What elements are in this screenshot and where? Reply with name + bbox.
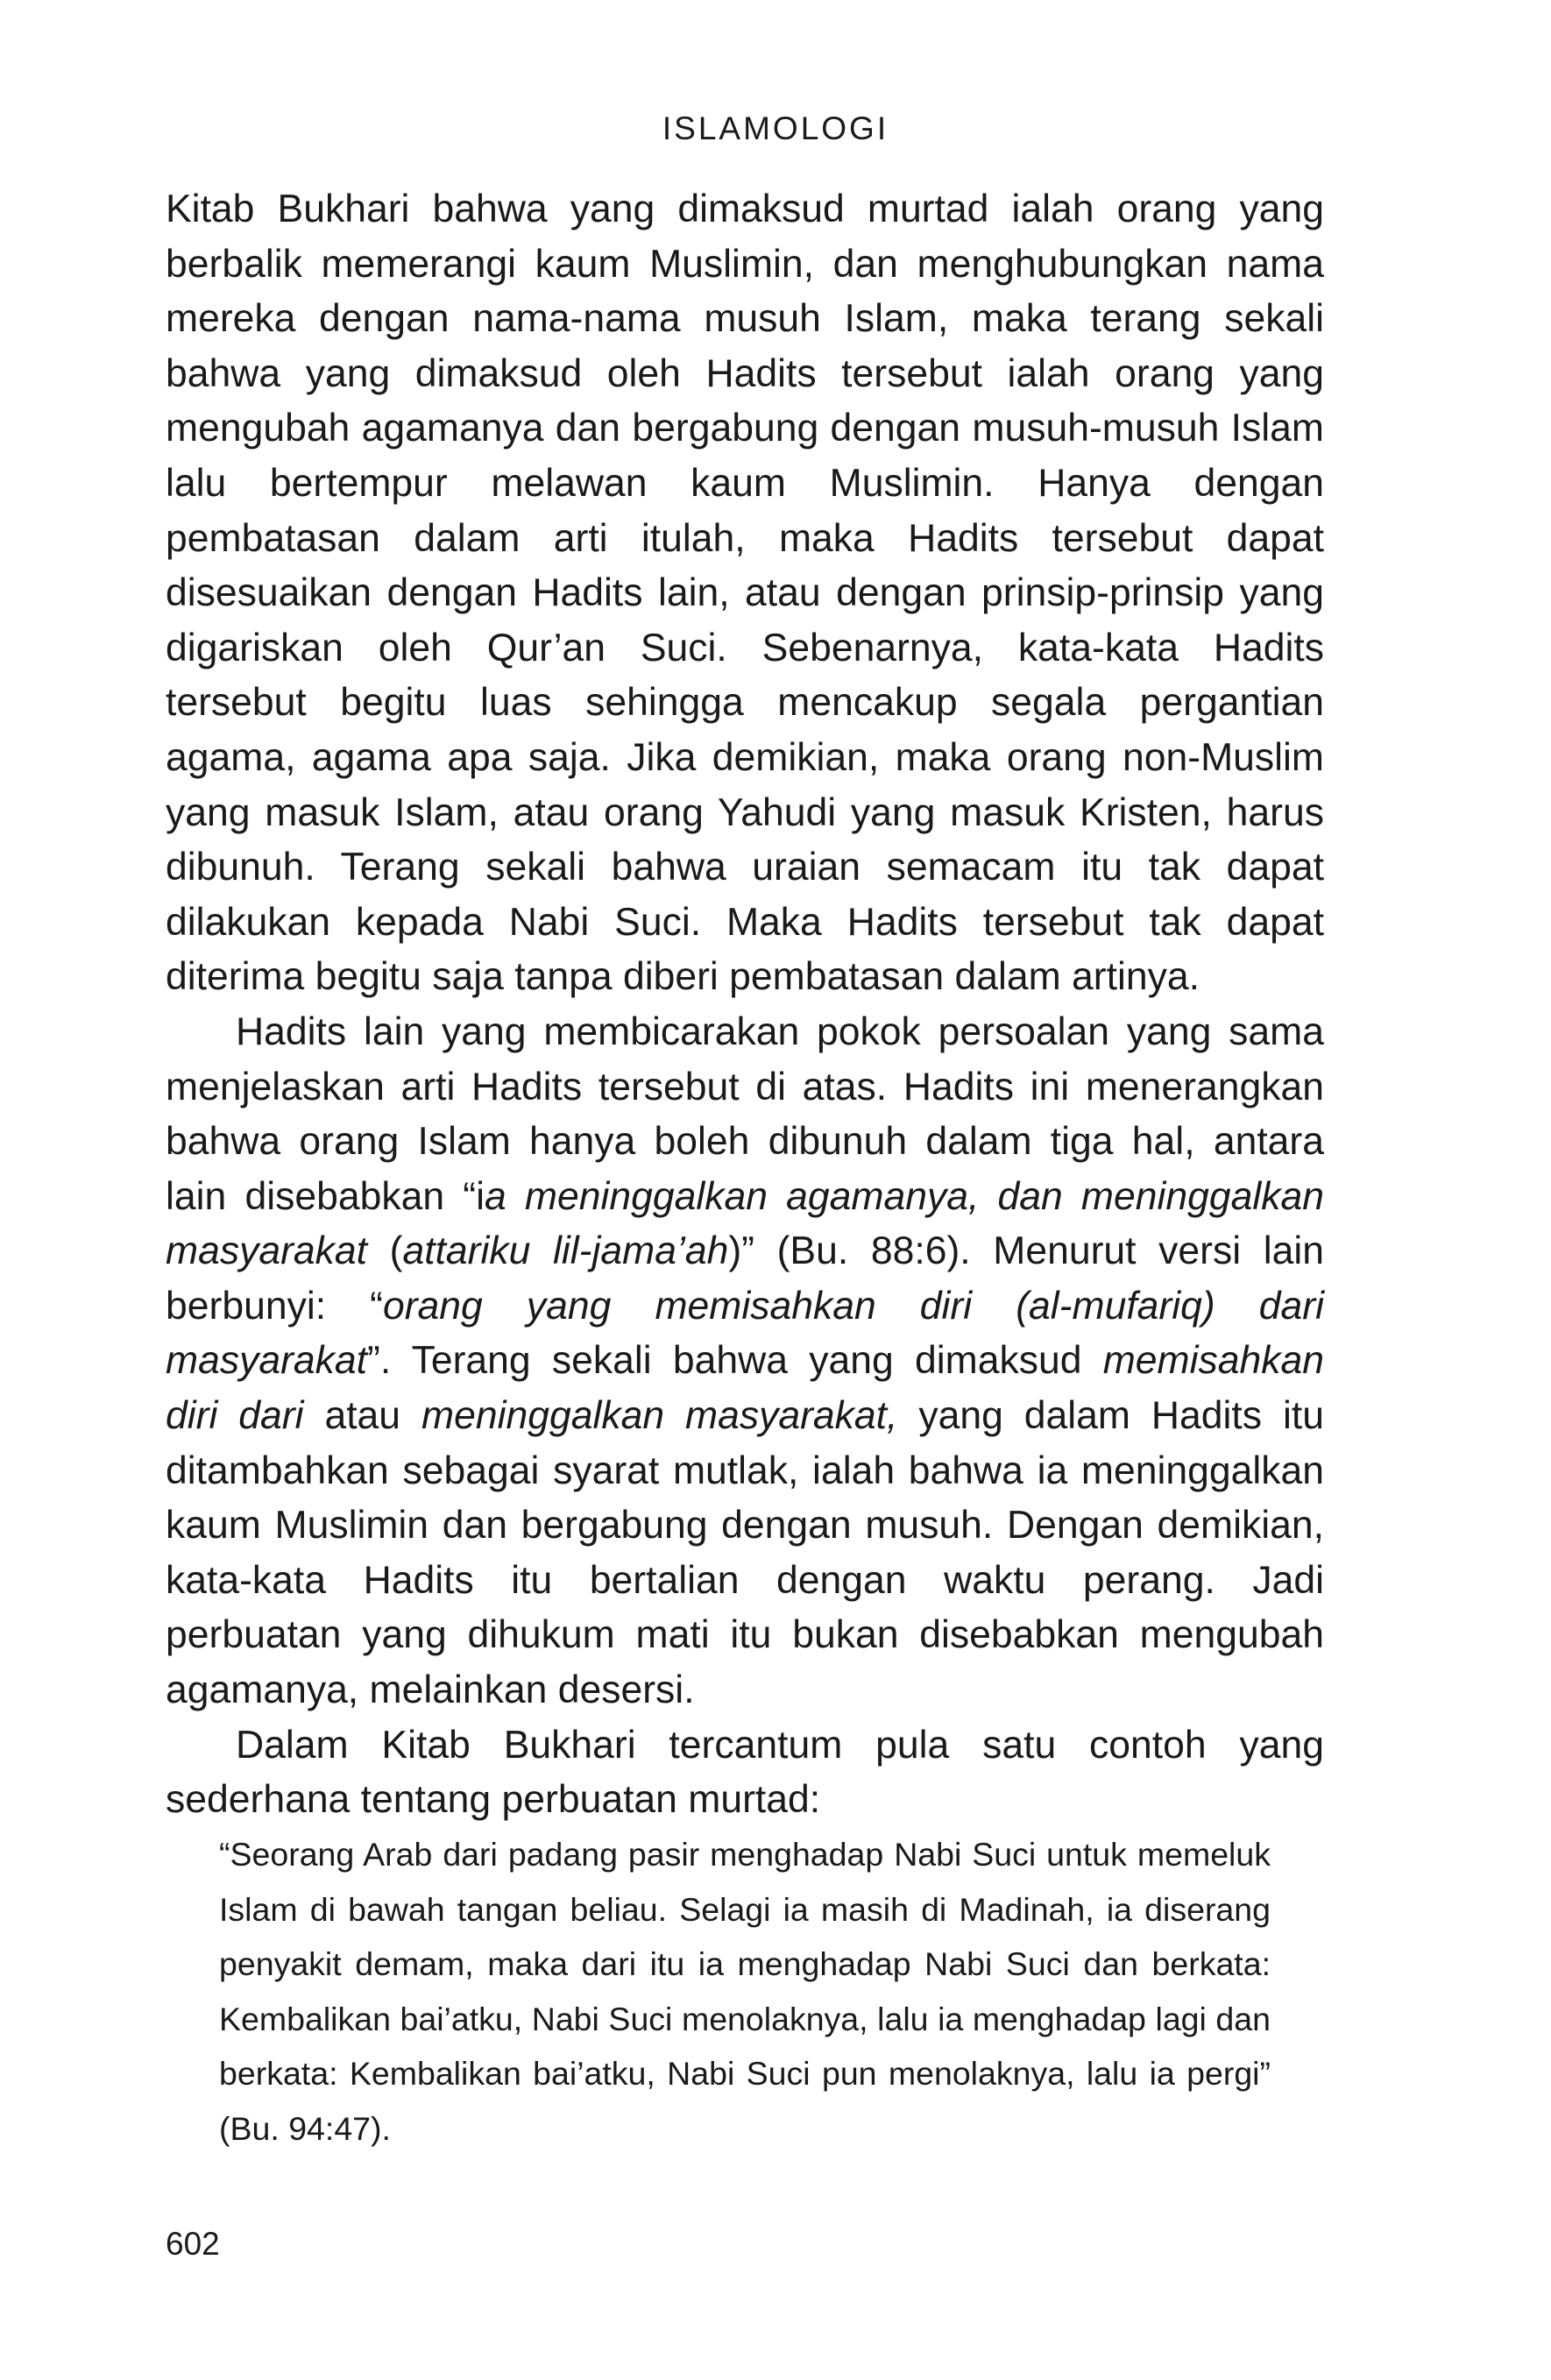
paragraph-2 [166, 1005, 1324, 1718]
paragraph-3: Dalam Kitab Bukhari tercantum pula satu contoh yang sederhana tentang perbuatan murtad: [166, 1723, 1324, 1822]
p2-text-1: Hadits lain yang membicarakan pokok persoalan yang sama menjelaskan arti Hadits tersebut di atas. Hadits ini menerangkan bahwa orang Islam hanya boleh dibunuh dalam tiga hal, antara lain disebabkan “i [166, 1009, 1324, 1218]
p2-text-3: )” (Bu. 88:6). Menurut versi lain berbunyi: “ [166, 1229, 1324, 1328]
p2-text-6: yang dalam Hadits itu ditambahkan sebagai syarat mutlak, ialah bahwa ia meninggalkan kaum Muslimin dan bergabung dengan musuh. Dengan demikian, kata-kata Hadits itu bertalian dengan waktu perang. Jadi perbuatan yang dihukum mati itu bukan disebabkan mengubah agamanya, melainkan desersi. [166, 1394, 1324, 1712]
body-text [166, 182, 1324, 1828]
p2-italic-term-1: memisahkan diri dari [166, 1339, 1324, 1438]
p2-text-4: ”. Terang sekali bahwa yang dimaksud [367, 1339, 1103, 1383]
p2-text-2: ( [367, 1229, 403, 1273]
p2-italic-arabic: attariku lil-jama’ah [402, 1229, 729, 1273]
paragraph-1: Kitab Bukhari bahwa yang dimaksud murtad ialah orang yang berbalik memerangi kaum Muslimin, dan menghubungkan nama mereka dengan nama-nama musuh Islam, maka terang sekali bahwa yang dimaksud oleh Hadits tersebut ialah orang yang mengubah agamanya dan bergabung dengan musuh-musuh Islam lalu bertempur melawan kaum Muslimin. Hanya dengan pembatasan dalam arti itulah, maka Hadits tersebut dapat disesuaikan dengan Hadits lain, atau dengan prinsip-prinsip yang digariskan oleh Qur’an Suci. Sebenarnya, kata-kata Hadits tersebut begitu luas sehingga mencakup segala pergantian agama, agama apa saja. Jika demikian, maka orang non-Muslim yang masuk Islam, atau orang Yahudi yang masuk Kristen, harus dibunuh. Terang sekali bahwa uraian semacam itu tak dapat dilakukan kepada Nabi Suci. Maka Hadits tersebut tak dapat diterima begitu saja tanpa diberi pembatasan dalam artinya. [166, 188, 1324, 999]
block-quote-text: “Seorang Arab dari padang pasir menghadap Nabi Suci untuk memeluk Islam di bawah tangan beliau. Selagi ia masih di Madinah, ia diserang penyakit demam, maka dari itu ia menghadap Nabi Suci dan berkata: Kembalikan bai’atku, Nabi Suci menolaknya, lalu ia menghadap lagi dan berkata: Kembalikan bai’atku, Nabi Suci pun menolaknya, lalu ia pergi” (Bu. 94:47). [219, 1836, 1271, 2147]
p2-text-5: atau [303, 1394, 421, 1438]
page-number: 602 [166, 2226, 220, 2262]
p2-italic-quote: a meninggalkan agamanya, dan meninggalkan masyarakat [166, 1174, 1324, 1273]
block-quote [219, 1827, 1271, 2156]
running-header: ISLAMOLOGI [662, 110, 889, 146]
p2-italic-term-2: meninggalkan masyarakat, [421, 1394, 898, 1438]
p2-italic-version: orang yang memisahkan diri (al-mufariq) dari masyarakat [166, 1284, 1324, 1383]
